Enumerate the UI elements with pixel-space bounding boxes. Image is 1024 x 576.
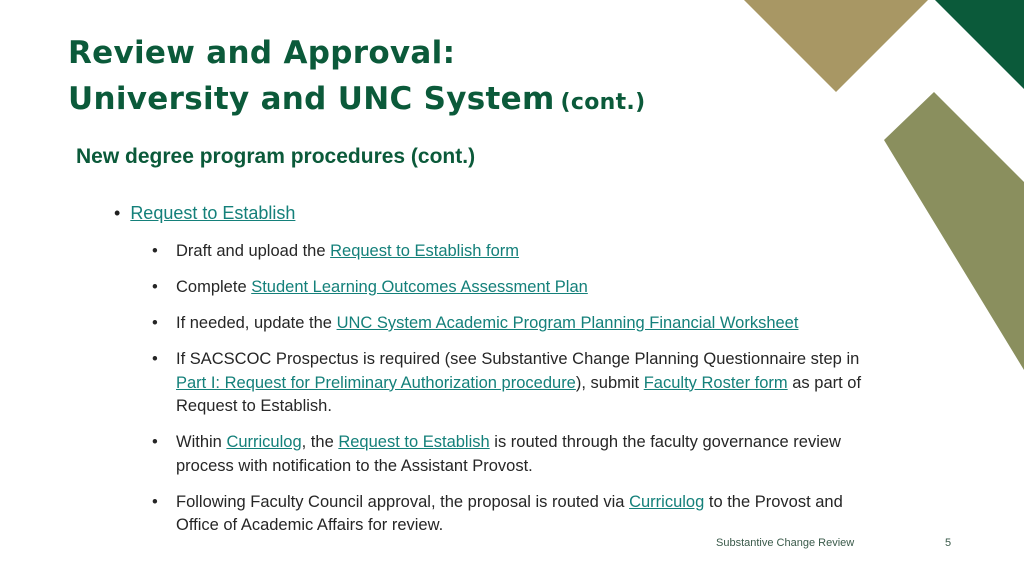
slide-subtitle: New degree program procedures (cont.) bbox=[76, 145, 476, 168]
dark-green-triangle-shape bbox=[935, 0, 1024, 89]
item-text: Within bbox=[176, 433, 227, 451]
title-line-1: Review and Approval: bbox=[68, 35, 456, 71]
list-item bbox=[152, 491, 872, 538]
page-number: 5 bbox=[945, 537, 952, 549]
item-text: ), submit bbox=[575, 373, 644, 392]
olive-stripe-shape bbox=[884, 92, 1024, 370]
title-suffix: (cont.) bbox=[560, 90, 646, 115]
preliminary-authorization-link[interactable]: Part I: Request for Preliminary Authorization procedure bbox=[176, 373, 576, 392]
item-text: Complete bbox=[176, 278, 252, 296]
faculty-roster-form-link[interactable]: Faculty Roster form bbox=[643, 373, 788, 392]
item-text: to the Provost and Office of Academic Affairs for review. bbox=[176, 492, 843, 534]
curriculog-link[interactable]: Curriculog bbox=[226, 433, 302, 451]
financial-worksheet-link[interactable]: UNC System Academic Program Planning Financial Worksheet bbox=[336, 314, 799, 332]
level1-bullet-item bbox=[114, 203, 295, 224]
item-text: as part of Request to Establish. bbox=[176, 373, 862, 415]
bullet-glyph: • bbox=[152, 242, 158, 260]
slo-assessment-plan-link[interactable]: Student Learning Outcomes Assessment Plan bbox=[251, 278, 588, 296]
list-item bbox=[152, 312, 872, 336]
item-text: Following Faculty Council approval, the proposal is routed via bbox=[176, 492, 630, 511]
item-text: If needed, update the bbox=[176, 314, 337, 332]
item-text: , the bbox=[301, 433, 339, 451]
item-text: is routed through the faculty governance review process with notification to the Assistant Provost. bbox=[176, 433, 841, 475]
title-line-2 bbox=[68, 76, 645, 126]
request-to-establish-form-link[interactable]: Request to Establish form bbox=[330, 242, 520, 260]
list-item bbox=[152, 240, 872, 264]
curriculog-link-2[interactable]: Curriculog bbox=[629, 492, 705, 511]
title-line-2-text: University and UNC System bbox=[68, 81, 555, 117]
bullet-glyph: • bbox=[152, 350, 158, 368]
request-to-establish-link-2[interactable]: Request to Establish bbox=[338, 433, 490, 451]
list-item bbox=[152, 348, 872, 419]
slide-title bbox=[68, 30, 645, 126]
bullet-glyph: • bbox=[152, 314, 158, 332]
bullet-glyph: • bbox=[152, 492, 158, 511]
procedure-steps-list bbox=[152, 240, 872, 550]
request-to-establish-link[interactable]: Request to Establish bbox=[130, 203, 296, 223]
item-text: Draft and upload the bbox=[176, 242, 331, 260]
bullet-glyph: • bbox=[152, 433, 158, 451]
list-item bbox=[152, 276, 872, 300]
bullet-glyph: • bbox=[152, 278, 158, 296]
item-text: If SACSCOC Prospectus is required (see Substantive Change Planning Questionnaire step in bbox=[176, 350, 860, 368]
bullet-glyph: • bbox=[114, 203, 121, 223]
list-item bbox=[152, 431, 872, 478]
footer-label: Substantive Change Review bbox=[716, 537, 855, 549]
gold-triangle-shape bbox=[744, 0, 928, 92]
